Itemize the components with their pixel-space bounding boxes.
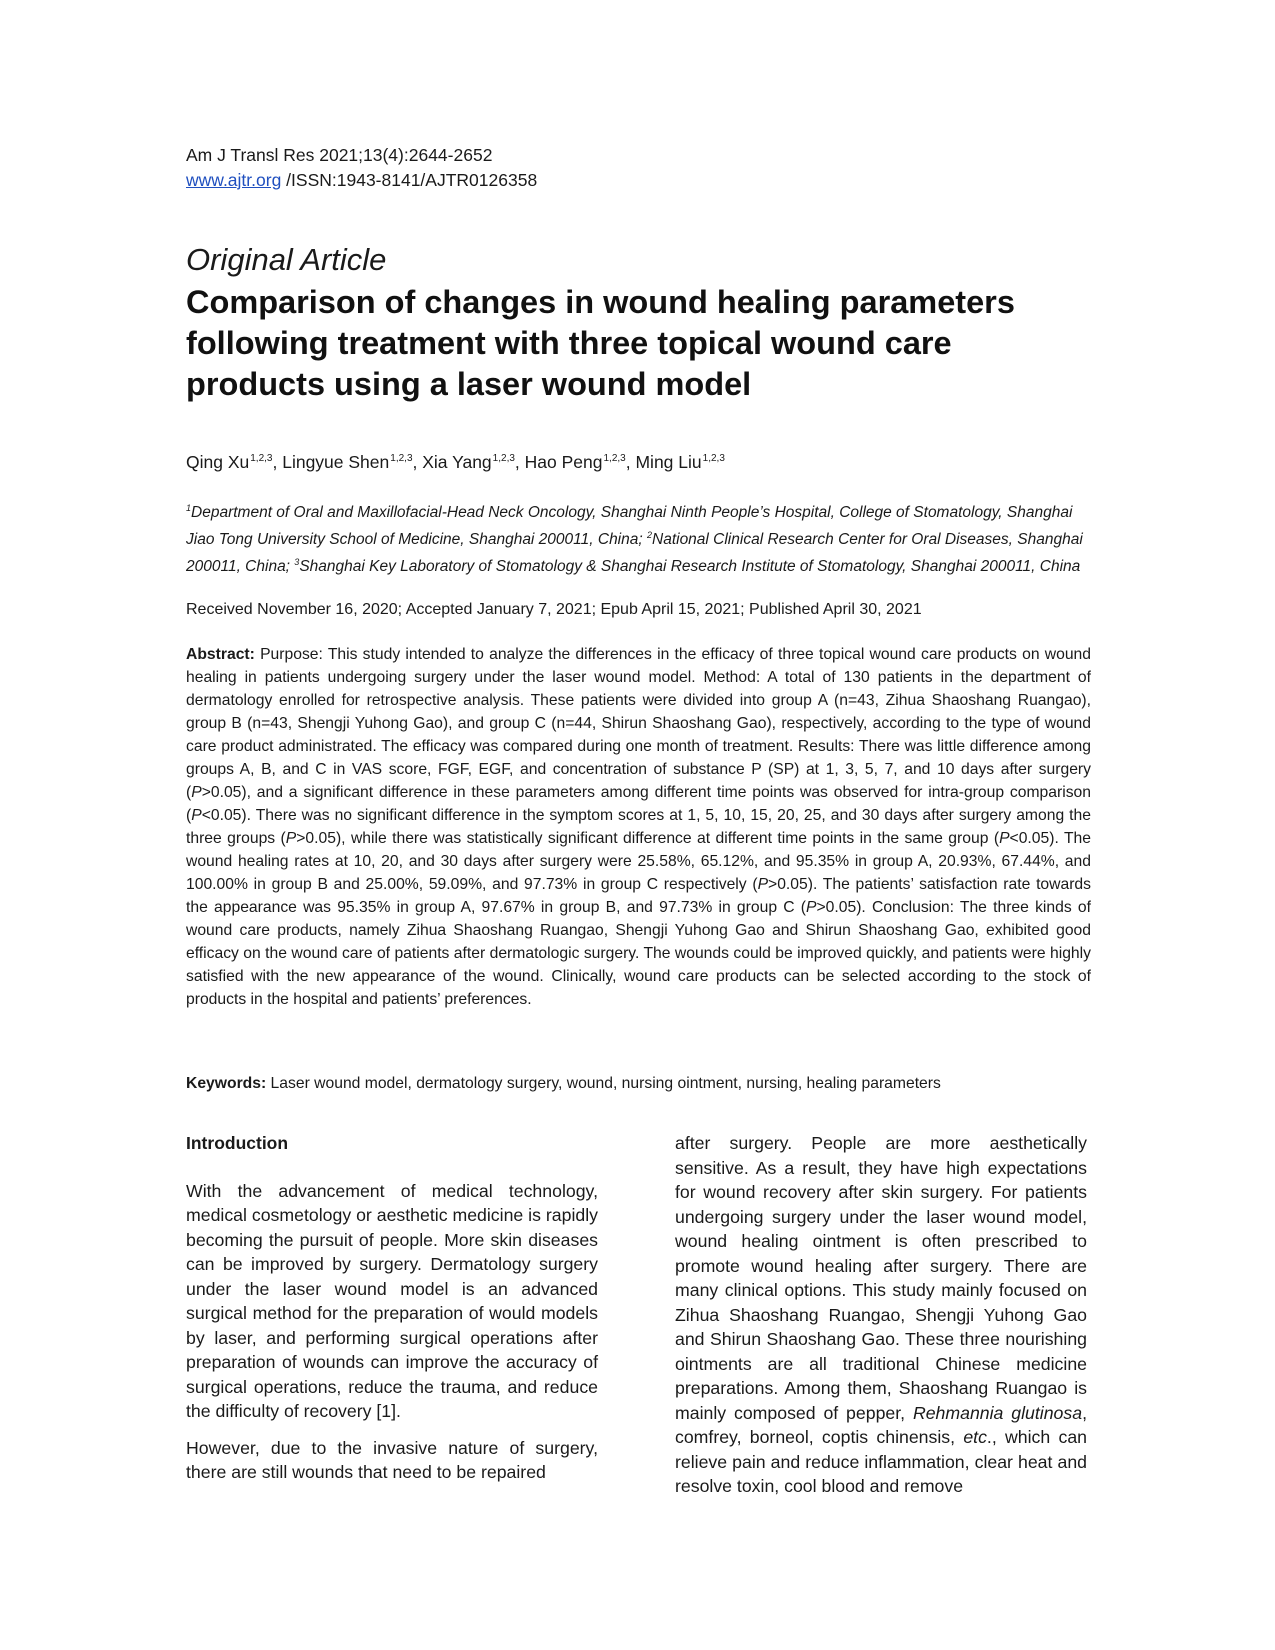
- affiliation-number: 3: [294, 557, 300, 567]
- journal-citation: Am J Transl Res 2021;13(4):2644-2652: [186, 145, 493, 165]
- body-segment: ., which can relieve pain and reduce inflammation, clear heat and resolve toxin, cool blood and remove: [675, 1427, 1087, 1496]
- journal-issn: /ISSN:1943-8141/AJTR0126358: [281, 170, 538, 190]
- author-affiliation-marker: 1,2,3: [250, 453, 273, 464]
- journal-header: [186, 143, 537, 193]
- affiliation-text: Department of Oral and Maxillofacial-Head Neck Oncology, Shanghai Ninth People’s Hospital, College of Stomatology, Shanghai Jiao Tong University School of Medicine, Shanghai 200011, China;: [186, 504, 1073, 548]
- abstract-segment: >0.05). Conclusion: The three kinds of wound care products, namely Zihua Shaoshang Ruangao, Shengji Yuhong Gao and Shirun Shaoshang Gao, exhibited good efficacy on the wound care of patients after dermatologic surgery. The wounds could be improved quickly, and patients were highly satisfied with the new appearance of the wound. Clinically, wound care products can be selected according to the stock of products in the hospital and patients’ preferences.: [186, 899, 1091, 1008]
- affiliation-number: 2: [646, 530, 652, 540]
- abstract-segment: >0.05). The patients’ satisfaction rate towards the appearance was 95.35% in group A, 97.67% in group B, and 97.73% in group C (: [186, 876, 1091, 916]
- author-affiliation-marker: 1,2,3: [702, 453, 725, 464]
- abstract-italic: P: [999, 830, 1010, 847]
- body-paragraph: However, due to the invasive nature of surgery, there are still wounds that need to be repaired: [186, 1437, 598, 1482]
- body-column-left: [186, 1131, 598, 1485]
- abstract-italic: P: [191, 784, 202, 801]
- affiliation-text: National Clinical Research Center for Oral Diseases, Shanghai 200011, China;: [186, 531, 1083, 575]
- abstract-segment: >0.05), and a significant difference in these parameters among different time points was observed for intra-group comparison (: [186, 784, 1091, 824]
- keywords-text: Laser wound model, dermatology surgery, wound, nursing ointment, nursing, healing parameters: [266, 1075, 941, 1092]
- body-segment: , comfrey, borneol, coptis chinensis,: [675, 1402, 1087, 1447]
- abstract-text: [186, 646, 1091, 1008]
- body-italic: etc: [963, 1427, 987, 1447]
- article-type: Original Article: [186, 242, 387, 277]
- affiliation-number: 1: [186, 503, 192, 513]
- publication-dates: Received November 16, 2020; Accepted January 7, 2021; Epub April 15, 2021; Published April 30, 2021: [186, 601, 922, 618]
- body-paragraph: [675, 1131, 1087, 1499]
- author-list: Qing Xu$^{1,2,3}$, Lingyue Shen$^{1,2,3}$, Xia Yang$^{1,2,3}$, Hao Peng$^{1,2,3}$, Ming Liu$^{1,2,3}$: [186, 452, 725, 472]
- journal-issn-line: [186, 168, 537, 193]
- abstract-italic: P: [757, 876, 769, 893]
- author-name: Hao Peng: [524, 452, 603, 472]
- journal-website-link[interactable]: www.ajtr.org: [186, 170, 282, 190]
- paper-title: Comparison of changes in wound healing parameters following treatment with three topical wound care products using a laser wound model: [186, 284, 1015, 402]
- abstract-segment: <0.05). There was no significant difference in the symptom scores at 1, 5, 10, 15, 20, 25, and 30 days after surgery among the three groups (: [186, 807, 1091, 847]
- author-affiliation-marker: 1,2,3: [603, 453, 626, 464]
- affiliation-text: Shanghai Key Laboratory of Stomatology & Shanghai Research Institute of Stomatology, Shanghai 200011, China: [299, 558, 1081, 575]
- abstract-italic: P: [285, 830, 297, 847]
- author-name: Xia Yang: [422, 452, 492, 472]
- author-affiliation-marker: 1,2,3: [390, 453, 413, 464]
- abstract: [186, 643, 1091, 1011]
- body-italic: Rehmannia glutinosa: [912, 1402, 1083, 1423]
- keywords: [186, 1075, 1091, 1093]
- author-affiliation-marker: 1,2,3: [492, 453, 515, 464]
- abstract-label: Abstract:: [186, 646, 255, 663]
- abstract-segment: >0.05), while there was statistically significant difference at different time points in the same group (: [296, 830, 1000, 847]
- body-column-right: [675, 1131, 1087, 1499]
- body-paragraph: With the advancement of medical technology, medical cosmetology or aesthetic medicine is rapidly becoming the pursuit of people. More skin diseases can be improved by surgery. Dermatology surgery under the laser wound model is an advanced surgical method for the preparation of would models by laser, and performing surgical operations after preparation of wounds can improve the accuracy of surgical operations, reduce the trauma, and reduce the difficulty of recovery [1].: [186, 1180, 598, 1421]
- abstract-italic: P: [806, 899, 817, 916]
- author-name: Ming Liu: [635, 452, 702, 472]
- affiliations: [186, 497, 1091, 578]
- abstract-segment: <0.05). The wound healing rates at 10, 20, and 30 days after surgery were 25.58%, 65.12%, and 95.35% in group A, 20.93%, 67.44%, and 100.00% in group B and 25.00%, 59.09%, and 97.73% in group C respectively (: [186, 830, 1091, 893]
- keywords-label: Keywords:: [186, 1075, 267, 1092]
- abstract-segment: Purpose: This study intended to analyze the differences in the efficacy of three topical wound care products on wound healing in patients undergoing surgery under the laser wound model. Method: A total of 130 patients in the department of dermatology enrolled for retrospective analysis. These patients were divided into group A (n=43, Zihua Shaoshang Ruangao), group B (n=43, Shengji Yuhong Gao), and group C (n=44, Shirun Shaoshang Gao), respectively, according to the type of wound care product administrated. The efficacy was compared during one month of treatment. Results: There was little difference among groups A, B, and C in VAS score, FGF, EGF, and concentration of substance P (SP) at 1, 3, 5, 7, and 10 days after surgery (: [186, 646, 1091, 801]
- section-heading-introduction: Introduction: [186, 1133, 289, 1153]
- author-name: Lingyue Shen: [282, 452, 390, 472]
- author-name: Qing Xu: [186, 452, 250, 472]
- body-segment: after surgery. People are more aesthetically sensitive. As a result, they have high expectations for wound recovery after skin surgery. For patients undergoing surgery under the laser wound model, wound healing ointment is often prescribed to promote wound healing after surgery. There are many clinical options. This study mainly focused on Zihua Shaoshang Ruangao, Shengji Yuhong Gao and Shirun Shaoshang Gao. These three nourishing ointments are all traditional Chinese medicine preparations. Among them, Shaoshang Ruangao is mainly composed of pepper,: [675, 1133, 1087, 1423]
- abstract-italic: P: [191, 807, 202, 824]
